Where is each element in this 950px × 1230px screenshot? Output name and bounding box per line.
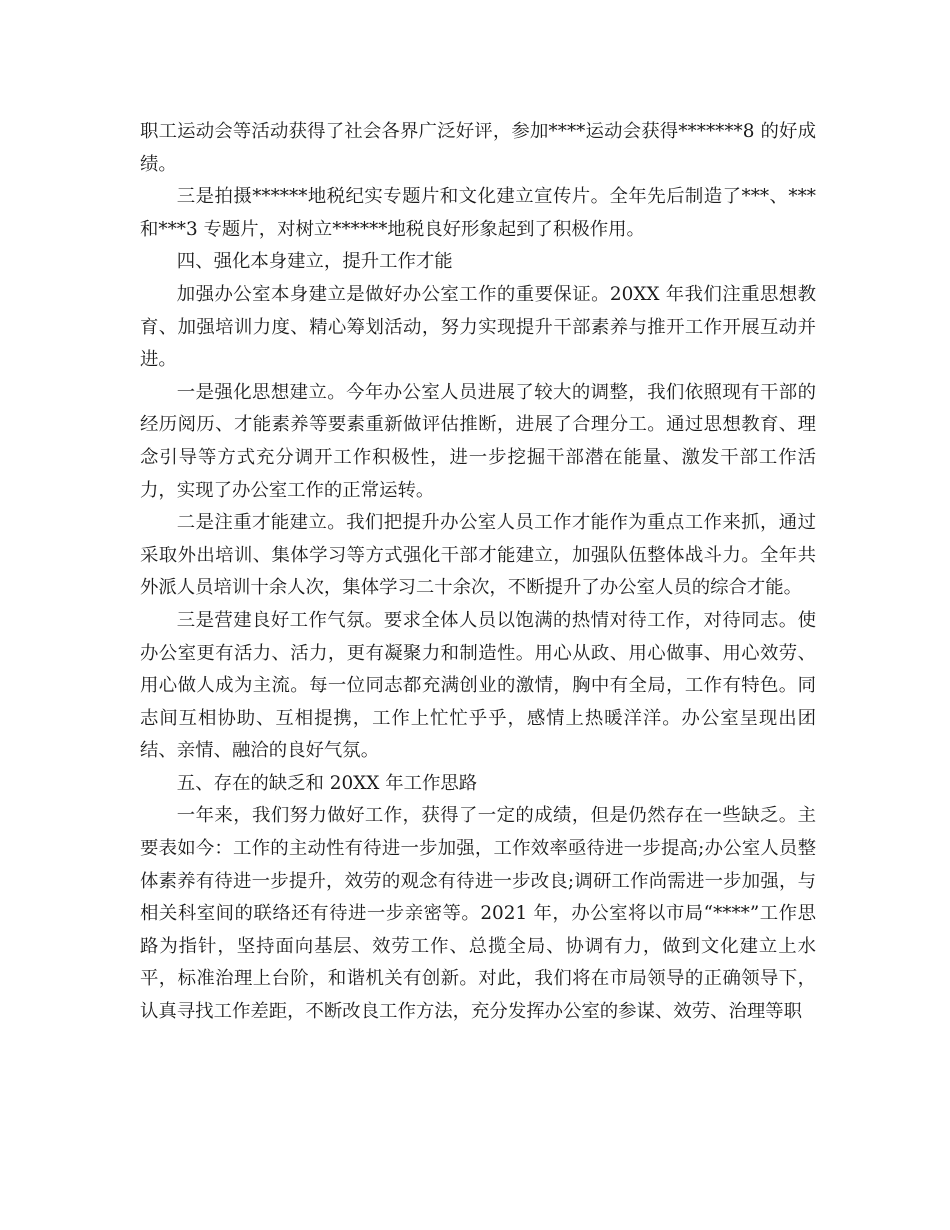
paragraph-office-building: 加强办公室本身建立是做好办公室工作的重要保证。20XX 年我们注重思想教育、加强培训力度、精心筹划活动，努力实现提升干部素养与推开工作开展互动并进。 <box>140 283 816 371</box>
document-body <box>140 116 816 1029</box>
paragraph-atmosphere: 三是营建良好工作气氛。要求全体人员以饱满的热情对待工作，对待同志。使办公室更有活力、活力，更有凝聚力和制造性。用心从政、用心做事、用心效劳、用心做人成为主流。每一位同志都充满创业的激情，胸中有全局，工作有特色。同志间互相协助、互相提携，工作上忙忙乎乎，感情上热暖洋洋。办公室呈现出团结、亲情、融洽的良好气氛。 <box>140 609 816 762</box>
paragraph-documentary-film: 三是拍摄******地税纪实专题片和文化建立宣传片。全年先后制造了***、***和***3 专题片，对树立******地税良好形象起到了积极作用。 <box>140 186 816 240</box>
paragraph-continuation: 职工运动会等活动获得了社会各界广泛好评，参加****运动会获得*******8 的好成绩。 <box>140 121 816 175</box>
section-heading-four: 四、强化本身建立，提升工作才能 <box>176 251 453 273</box>
section-heading-five: 五、存在的缺乏和 20XX 年工作思路 <box>176 772 478 794</box>
paragraph-ability: 二是注重才能建立。我们把提升办公室人员工作才能作为重点工作来抓，通过采取外出培训、集体学习等方式强化干部才能建立，加强队伍整体战斗力。全年共外派人员培训十余人次，集体学习二十余次，不断提升了办公室人员的综合才能。 <box>140 512 816 599</box>
paragraph-shortcomings: 一年来，我们努力做好工作，获得了一定的成绩，但是仍然存在一些缺乏。主要表如今：工作的主动性有待进一步加强，工作效率亟待进一步提高;办公室人员整体素养有待进一步提升，效劳的观念有待进一步改良;调研工作尚需进一步加强，与相关科室间的联络还有待进一步亲密等。2021 年，办公室将以市局“****”工作思路为指针，坚持面向基层、效劳工作、总揽全局、协调有力，做到文化建立上水平，标准治理上台阶，和谐机关有创新。对此，我们将在市局领导的正确领导下，认真寻找工作差距，不断改良工作方法，充分发挥办公室的参谋、效劳、治理等职 <box>140 805 816 1023</box>
paragraph-ideology: 一是强化思想建立。今年办公室人员进展了较大的调整，我们依照现有干部的经历阅历、才能素养等要素重新做评估推断，进展了合理分工。通过思想教育、理念引导等方式充分调开工作积极性，进一步挖掘干部潜在能量、激发干部工作活力，实现了办公室工作的正常运转。 <box>140 381 816 501</box>
